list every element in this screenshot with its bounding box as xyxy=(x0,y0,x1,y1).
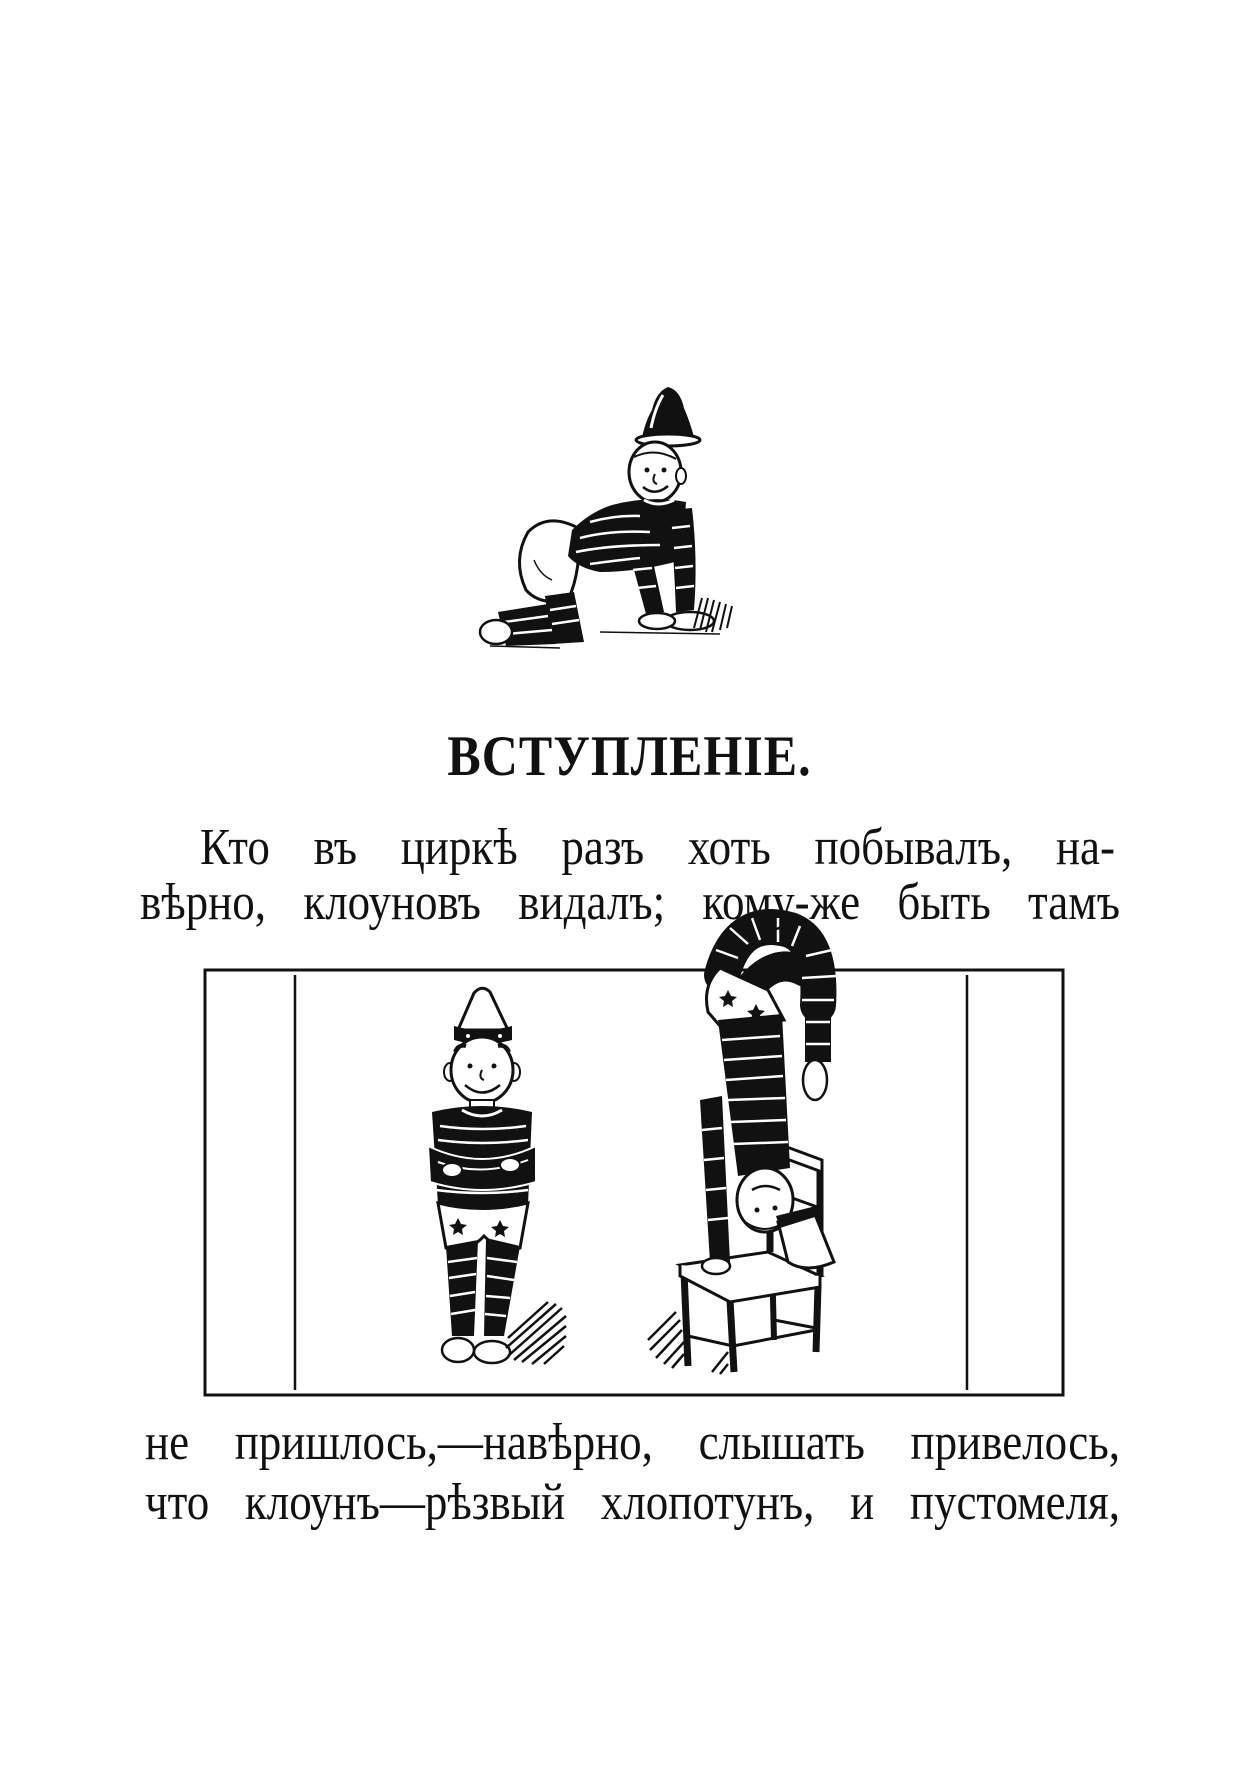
standing-clown-illustration xyxy=(428,988,566,1364)
illustration-frame xyxy=(205,970,1063,1395)
floating-hat xyxy=(636,387,700,446)
standing-clown-shadow xyxy=(506,1302,566,1364)
standing-clown-head xyxy=(444,1037,520,1103)
paragraph-line-3: не пришлось,—навѣрно, слышать привелось, xyxy=(145,1413,1120,1471)
paragraph-line-2: вѣрно, клоуновъ видалъ; кому-же быть тамъ xyxy=(140,873,1120,931)
standing-clown-body xyxy=(428,1106,536,1363)
section-heading: ВСТУПЛЕНІЕ. xyxy=(447,723,812,788)
handstand-clown-body xyxy=(700,1014,790,1274)
handstand-clown-illustration xyxy=(648,918,836,1374)
crawling-clown-body xyxy=(480,499,714,646)
paragraph-line-4: что клоунъ—рѣзвый хлопотунъ, и пустомеля, xyxy=(145,1473,1120,1531)
crawling-clown-head xyxy=(629,442,686,502)
paragraph-line-1: Кто въ циркѣ разъ хоть побывалъ, на- xyxy=(200,818,1115,876)
crawling-clown-illustration xyxy=(480,387,732,648)
